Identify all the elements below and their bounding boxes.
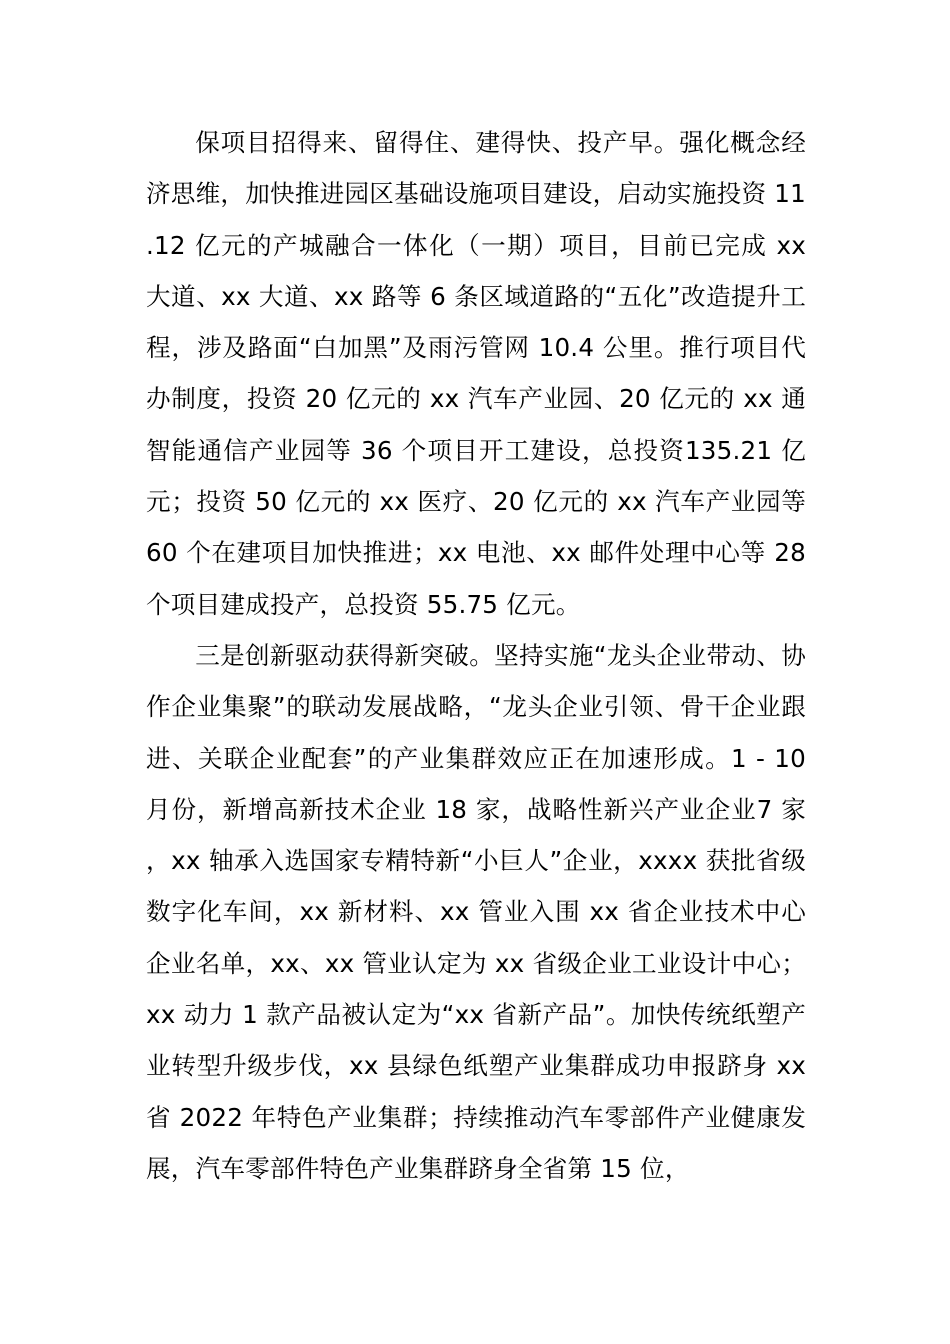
paragraph-project-construction: 保项目招得来、留得住、建得快、投产早。强化概念经济思维，加快推进园区基础设施项目建设，启动实施投资 11.12 亿元的产城融合一体化（一期）项目，目前已完成 xx 大道、xx 大道、xx 路等 6 条区域道路的“五化”改造提升工程，涉及路面“白加黑”及雨污管网 10.4 公里。推行项目代办制度，投资 20 亿元的 xx 汽车产业园、20 亿元的 xx 通智能通信产业园等 36 个项目开工建设，总投资135.21 亿元；投资 50 亿元的 xx 医疗、20 亿元的 xx 汽车产业园等 60 个在建项目加快推进；xx 电池、xx 邮件处理中心等 28 个项目建成投产，总投资 55.75 亿元。 xyxy=(146,128,806,619)
document-body xyxy=(146,117,806,1194)
paragraph-innovation: 三是创新驱动获得新突破。坚持实施“龙头企业带动、协作企业集聚”的联动发展战略，“龙头企业引领、骨干企业跟进、关联企业配套”的产业集群效应正在加速形成。1 - 10 月份，新增高新技术企业 18 家，战略性新兴产业企业7 家，xx 轴承入选国家专精特新“小巨人”企业，xxxx 获批省级数字化车间，xx 新材料、xx 管业入围 xx 省企业技术中心企业名单，xx、xx 管业认定为 xx 省级企业工业设计中心；xx 动力 1 款产品被认定为“xx 省新产品”。加快传统纸塑产业转型升级步伐，xx 县绿色纸塑产业集群成功申报跻身 xx 省 2022 年特色产业集群；持续推动汽车零部件产业健康发展，汽车零部件特色产业集群跻身全省第 15 位， xyxy=(146,640,806,1183)
